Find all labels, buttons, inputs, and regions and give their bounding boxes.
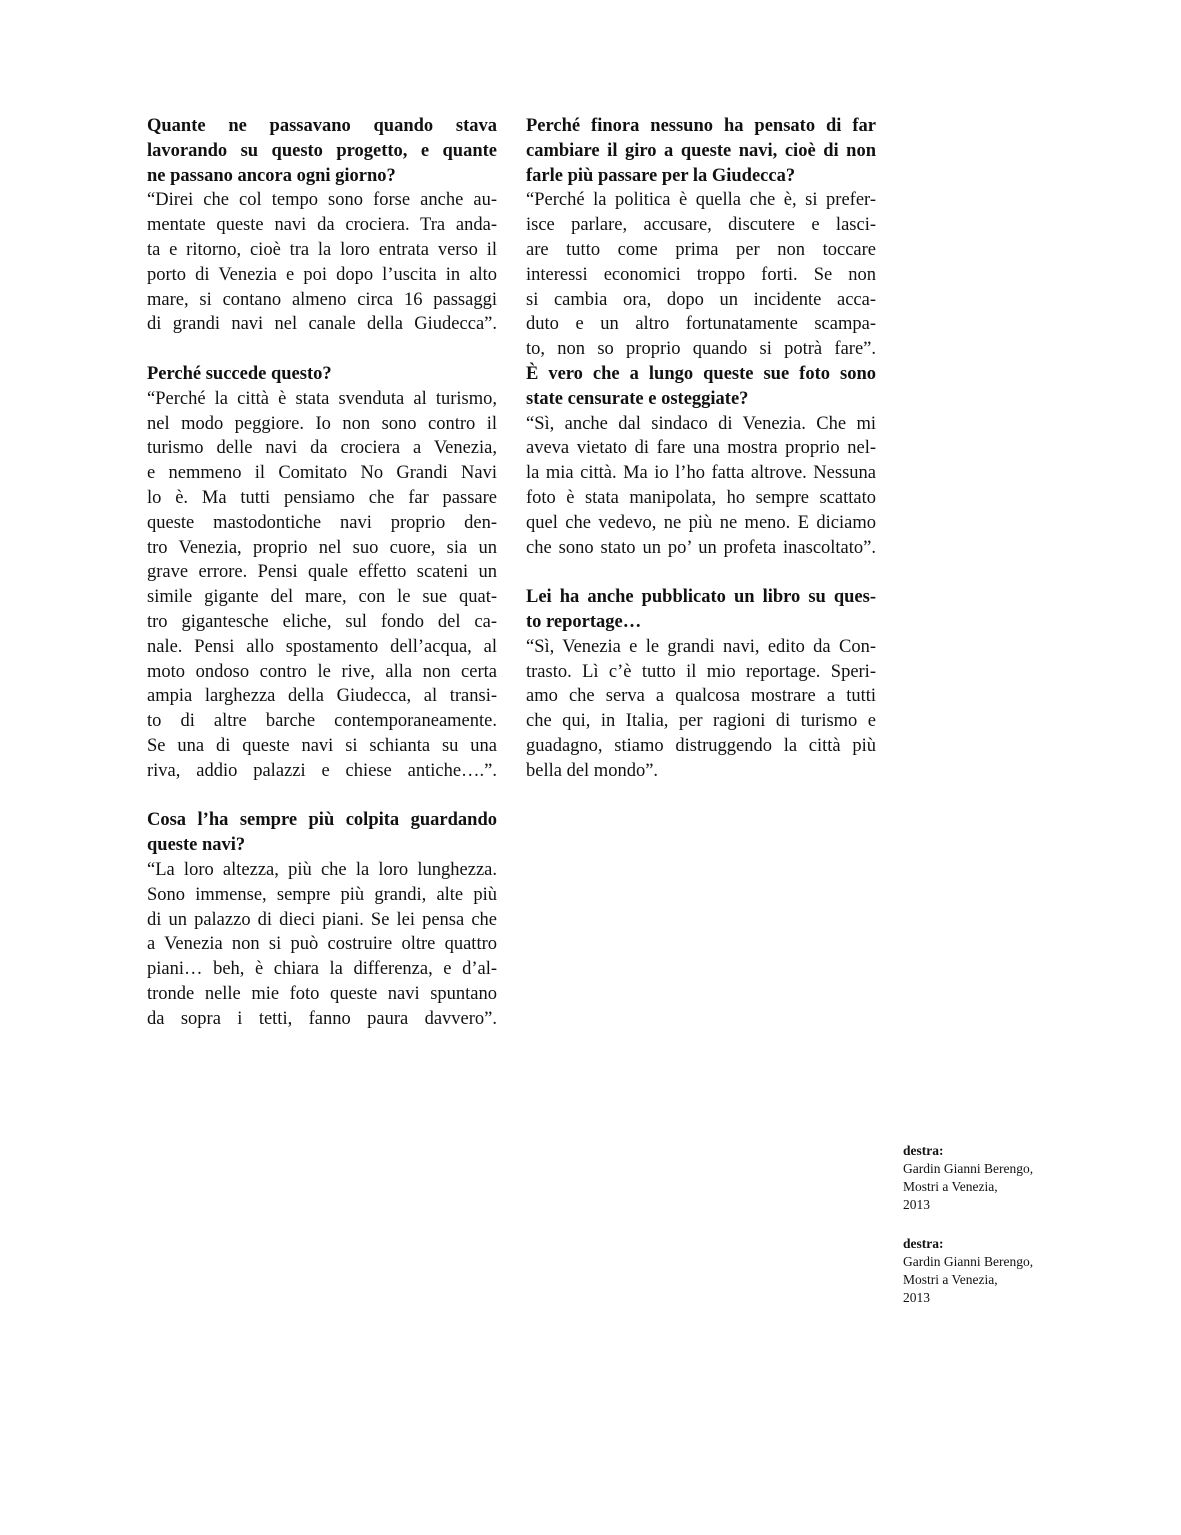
answer-line: “Perché la città è stata svenduta al turismo, (147, 388, 497, 409)
question-line: ne passano ancora ogni giorno? (147, 165, 396, 186)
answer-line: e nemmeno il Comitato No Grandi Navi (147, 463, 497, 484)
question-line: Quante ne passavano quando stava (147, 116, 497, 136)
answer-line: to di altre barche contemporaneamente. (147, 711, 497, 732)
answer-line: guadagno, stiamo distruggendo la città più (526, 735, 876, 756)
answer-line: riva, addio palazzi e chiese antiche….”. (147, 760, 497, 781)
question-line: cambiare il giro a queste navi, cioè di non (526, 140, 876, 161)
question-line: Perché succede questo? (147, 363, 332, 384)
answer-line: trasto. Lì c’è tutto il mio reportage. Speri- (526, 661, 876, 682)
answer-line: “Sì, anche dal sindaco di Venezia. Che mi (526, 413, 876, 434)
answer-line: “La loro altezza, più che la loro lunghezza. (147, 859, 497, 880)
photo-captions (903, 1142, 1103, 1328)
answer-line: Sono immense, sempre più grandi, alte più (147, 884, 497, 905)
answer-3 (147, 858, 497, 1032)
question-line: Perché finora nessuno ha pensato di far (526, 116, 876, 136)
photo-caption (903, 1142, 1103, 1214)
interview-block-6 (526, 585, 876, 783)
left-text-column (147, 114, 497, 1031)
answer-line: quel che vedevo, ne più ne meno. E diciamo (526, 512, 876, 533)
answer-line: di un palazzo di dieci piani. Se lei pensa che (147, 909, 497, 930)
interview-block-4 (526, 114, 876, 362)
answer-line: bella del mondo”. (526, 760, 659, 781)
answer-line: di grandi navi nel canale della Giudecca”. (147, 314, 497, 335)
answer-line: moto ondoso contro le rive, alla non certa (147, 661, 497, 682)
answer-line: ampia larghezza della Giudecca, al transi- (147, 686, 497, 707)
answer-line: piani… beh, è chiara la differenza, e d’al- (147, 959, 497, 980)
answer-line: nel modo peggiore. Io non sono contro il (147, 413, 497, 434)
question-6 (526, 585, 876, 635)
answer-line: isce parlare, accusare, discutere e lasci- (526, 215, 876, 236)
answer-line: duto e un altro fortunatamente scampa- (526, 314, 876, 335)
question-4 (526, 114, 876, 188)
caption-line: Mostri a Venezia, (903, 1272, 998, 1287)
answer-line: foto è stata manipolata, ho sempre scattato (526, 487, 876, 508)
answer-6 (526, 635, 876, 784)
question-3 (147, 808, 497, 858)
answer-line: si cambia ora, dopo un incidente acca- (526, 289, 876, 310)
caption-line: 2013 (903, 1197, 930, 1212)
answer-line: are tutto come prima per non toccare (526, 239, 876, 260)
answer-line: aveva vietato di fare una mostra proprio nel- (526, 438, 876, 459)
answer-line: a Venezia non si può costruire oltre quattro (147, 934, 497, 955)
answer-line: grave errore. Pensi quale effetto scateni un (147, 562, 497, 583)
caption-line: 2013 (903, 1290, 930, 1305)
interview-block-3 (147, 808, 497, 1031)
interview-block-5 (526, 362, 876, 560)
caption-label: destra: (903, 1236, 944, 1251)
caption-line: Gardin Gianni Berengo, (903, 1161, 1034, 1176)
caption-line: Mostri a Venezia, (903, 1179, 998, 1194)
answer-line: tro Venezia, proprio nel suo cuore, sia un (147, 537, 497, 558)
interview-block-1 (147, 114, 497, 337)
answer-line: “Sì, Venezia e le grandi navi, edito da Con- (526, 636, 876, 657)
question-line: lavorando su questo progetto, e quante (147, 140, 497, 161)
question-line: state censurate e osteggiate? (526, 388, 749, 409)
answer-line: “Direi che col tempo sono forse anche au- (147, 190, 497, 211)
answer-line: che sono stato un po’ un profeta inascoltato”. (526, 537, 876, 558)
answer-line: tro gigantesche eliche, sul fondo del ca- (147, 611, 497, 632)
photo-caption (903, 1235, 1103, 1307)
caption-label: destra: (903, 1143, 944, 1158)
answer-line: amo che serva a qualcosa mostrare a tutti (526, 686, 876, 707)
question-line: to reportage… (526, 611, 642, 632)
answer-line: nale. Pensi allo spostamento dell’acqua, al (147, 636, 497, 657)
answer-line: mare, si contano almeno circa 16 passaggi (147, 289, 497, 310)
answer-line: simile gigante del mare, con le sue quat- (147, 587, 497, 608)
answer-1 (147, 188, 497, 337)
answer-line: che qui, in Italia, per ragioni di turismo e (526, 711, 876, 732)
question-line: Lei ha anche pubblicato un libro su ques- (526, 587, 876, 608)
answer-line: mentate queste navi da crociera. Tra anda- (147, 215, 497, 236)
answer-line: tronde nelle mie foto queste navi spuntano (147, 983, 497, 1004)
answer-line: lo è. Ma tutti pensiamo che far passare (147, 487, 497, 508)
answer-line: interessi economici troppo forti. Se non (526, 264, 876, 285)
answer-line: porto di Venezia e poi dopo l’uscita in alto (147, 264, 497, 285)
answer-line: Se una di queste navi si schianta su una (147, 735, 497, 756)
answer-line: da sopra i tetti, fanno paura davvero”. (147, 1008, 497, 1029)
answer-line: ta e ritorno, cioè tra la loro entrata verso il (147, 239, 497, 260)
right-text-column (526, 114, 876, 784)
question-line: queste navi? (147, 835, 246, 856)
question-line: È vero che a lungo queste sue foto sono (526, 363, 876, 384)
answer-2 (147, 387, 497, 784)
question-1 (147, 114, 497, 188)
answer-line: to, non so proprio quando si potrà fare”. (526, 339, 876, 360)
answer-4 (526, 188, 876, 362)
interview-block-2 (147, 362, 497, 784)
caption-line: Gardin Gianni Berengo, (903, 1254, 1034, 1269)
answer-line: queste mastodontiche navi proprio den- (147, 512, 497, 533)
question-5 (526, 362, 876, 412)
answer-line: turismo delle navi da crociera a Venezia, (147, 438, 497, 459)
question-2 (147, 362, 497, 387)
answer-line: “Perché la politica è quella che è, si prefer- (526, 190, 876, 211)
question-line: Cosa l’ha sempre più colpita guardando (147, 810, 497, 831)
answer-5 (526, 412, 876, 561)
answer-line: la mia città. Ma io l’ho fatta altrove. Nessuna (526, 463, 876, 484)
question-line: farle più passare per la Giudecca? (526, 165, 796, 186)
